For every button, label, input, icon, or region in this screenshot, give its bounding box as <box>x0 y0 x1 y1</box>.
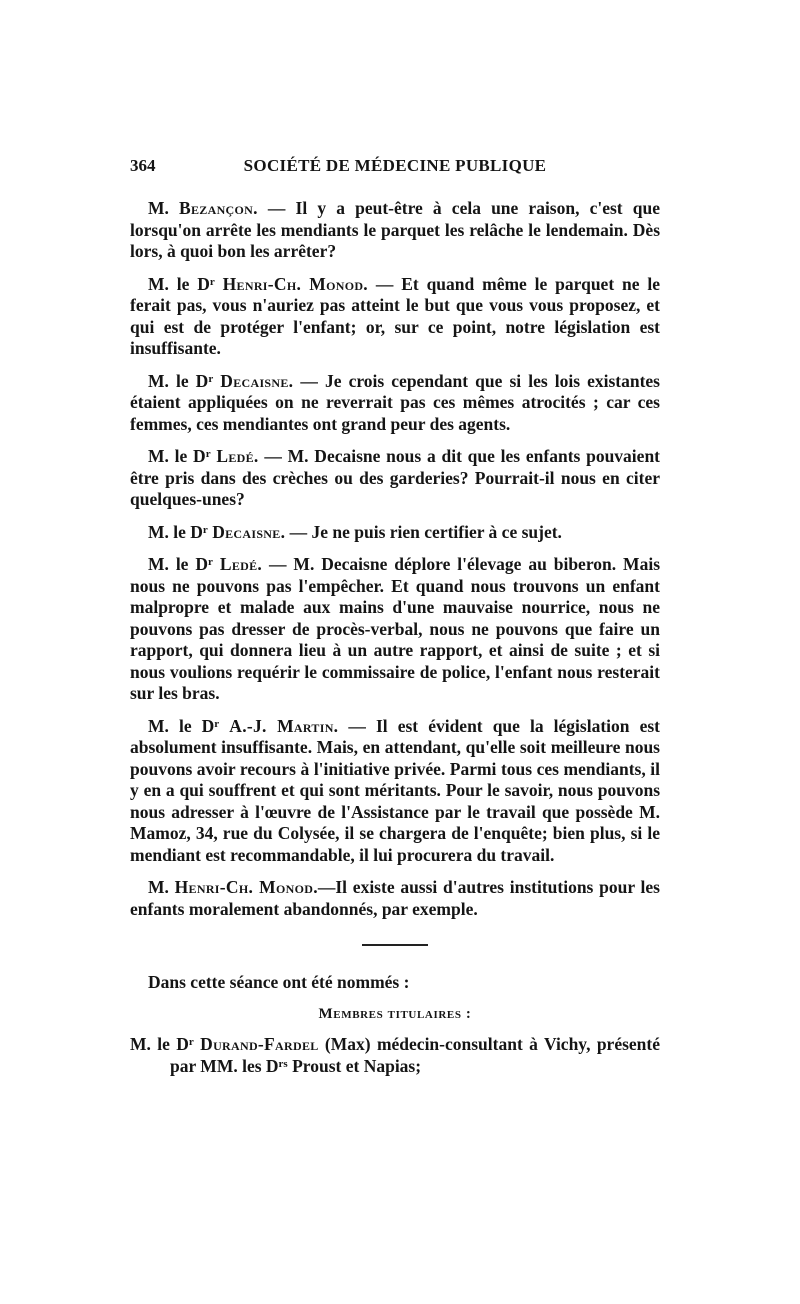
speaker-title-sup: r <box>202 523 208 536</box>
member-prefix: M. le D <box>130 1034 189 1054</box>
speaker-name: Decaisne. <box>220 370 294 391</box>
speaker-title-sup: r <box>205 448 211 460</box>
paragraph-monod-1 <box>130 274 660 360</box>
member-name: Durand-Fardel <box>200 1034 319 1054</box>
speaker-title-sup: r <box>209 275 215 288</box>
running-head: SOCIÉTÉ DE MÉDECINE PUBLIQUE <box>243 156 547 175</box>
paragraph-text: —Il existe aussi d'autres institutions pour les enfants moralement abandonnés, par exemple. <box>130 877 660 919</box>
member-title-sup-plural: rs <box>278 1057 288 1070</box>
paragraph-text: — Et quand même le parquet ne le ferait pas, vous n'auriez pas atteint le but que vous vous proposez, et qui est de protéger l'enfant; or, sur ce point, notre législation est insuffisante. <box>130 273 660 358</box>
page-header <box>130 156 660 180</box>
speaker-name: Ledé. <box>216 446 259 466</box>
speaker-prefix: M. le D <box>148 370 209 391</box>
paragraph-lede-1 <box>130 446 660 511</box>
page-body <box>130 198 660 1077</box>
paragraph-decaisne-2 <box>130 522 660 544</box>
speaker-prefix: M. le D <box>148 521 203 542</box>
paragraph-martin <box>130 716 660 867</box>
member-title-sup: r <box>188 1036 194 1048</box>
speaker-name: Henri-Ch. Monod. <box>174 877 318 897</box>
speaker-prefix: M. le D <box>148 273 210 294</box>
speaker-name: Ledé. <box>219 554 263 574</box>
member-text-a: (Max) médecin-consultant à Vichy, présenté par MM. les D <box>170 1034 660 1076</box>
speaker-prefix: M. <box>148 198 180 218</box>
section-divider <box>362 944 428 946</box>
member-entry <box>130 1034 660 1077</box>
paragraph-text: — Il est évident que la législation est absolument insuffisante. Mais, en attendant, qu'elle soit meilleure nous pouvons avoir recours à l'initiative privée. Parmi tous ces mendiants, il y en a qui souffrent et qui sont méritants. Pour le savoir, nous pouvons nous adresser à l'œuvre de l'Assistance par le travail que possède M. Mamoz, 34, rue du Colysée, il se chargera de l'enquête; bien plus, si le mendiant est recommandable, il lui procurera du travail. <box>130 715 660 865</box>
speaker-title-sup: r <box>208 556 213 568</box>
paragraph-decaisne-1 <box>130 371 660 436</box>
paragraph-text: — Je ne puis rien certifier à ce sujet. <box>285 521 562 542</box>
page-number: 364 <box>130 156 156 175</box>
section-heading: Membres titulaires : <box>318 1005 472 1022</box>
speaker-name: A.-J. Martin. <box>229 715 339 736</box>
speaker-prefix: M. le D <box>148 446 206 466</box>
speaker-prefix: M. <box>148 877 175 897</box>
paragraph-text: — Je crois cependant que si les lois existantes étaient appliquées on ne reverrait pas ces mêmes atrocités ; car ces femmes, ces mendiantes ont grand peur des agents. <box>130 370 660 434</box>
speaker-name: Henri-Ch. Monod. <box>222 273 368 294</box>
announcement: Dans cette séance ont été nommés : <box>148 972 410 992</box>
member-text-b: Proust et Napias; <box>287 1055 422 1076</box>
paragraph-text: — M. Decaisne nous a dit que les enfants pouvaient être pris dans des crèches ou des garderies? Pourrait-il nous en citer quelques-unes? <box>130 446 661 509</box>
speaker-name: Decaisne. <box>212 521 286 542</box>
paragraph-text: — M. Decaisne déplore l'élevage au biberon. Mais nous ne pouvons pas l'empêcher. Et quand nous trouvons un enfant malpropre et malade aux mains d'une mauvaise nourrice, nous ne pouvons pas dresser de procès-verbal, nous ne pouvons que faire un rapport, qui donnera lieu à un autre rapport, et ainsi de suite ; et si nous voulions requérir le commissaire de police, l'enfant nous resterait sur les bras. <box>130 554 661 703</box>
paragraph-bezancon <box>130 198 660 263</box>
speaker-name: Bezançon. <box>179 198 258 218</box>
paragraph-lede-2 <box>130 554 660 705</box>
speaker-title-sup: r <box>208 372 214 385</box>
speaker-title-sup: r <box>214 717 220 730</box>
paragraph-text: — Il y a peut-être à cela une raison, c'est que lorsqu'on arrête les mendiants le parquet les relâche le lendemain. Dès lors, à quoi bon les arrêter? <box>130 198 660 261</box>
paragraph-monod-2 <box>130 877 660 920</box>
speaker-prefix: M. le D <box>148 554 209 574</box>
speaker-prefix: M. le D <box>148 715 215 736</box>
